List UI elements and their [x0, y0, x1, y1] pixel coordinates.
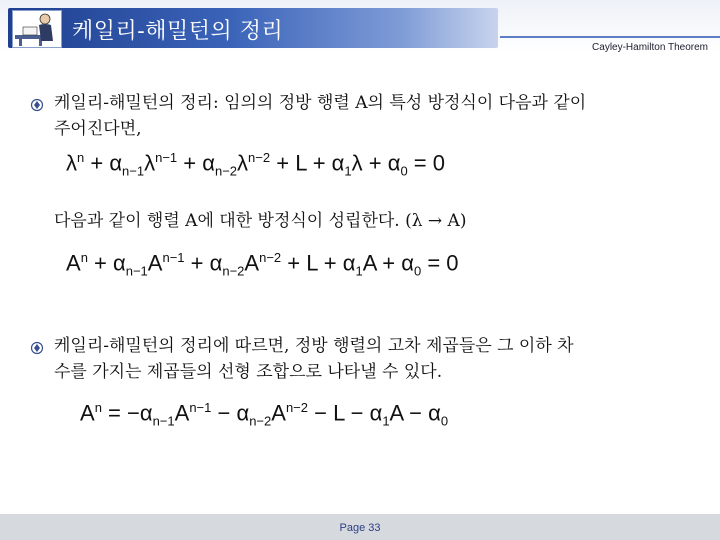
eq3-sup: n−1 — [189, 400, 212, 415]
eq2-term: A + α — [362, 250, 414, 276]
eq1-term: λ — [237, 150, 249, 176]
bullet-icon — [30, 98, 44, 112]
paragraph-1 — [54, 90, 704, 142]
paragraph-2: 다음과 같이 행렬 A에 대한 방정식이 성립한다. (λ → A) — [54, 211, 467, 231]
eq3-term: A — [271, 400, 286, 426]
eq3-sub: n−1 — [152, 413, 175, 429]
eq2-sub: 1 — [355, 263, 363, 279]
eq2-sup: n−1 — [162, 250, 185, 265]
eq3-term: A − α — [389, 400, 441, 426]
paragraph-3-line-2: 수를 가지는 제곱들의 선형 조합으로 나타낼 수 있다. — [54, 362, 443, 382]
bullet-icon — [30, 341, 44, 355]
eq2-term: = 0 — [427, 250, 459, 276]
eq2-sub: 0 — [413, 263, 422, 279]
eq1-sup: n — [77, 150, 85, 165]
eq1-term: + α — [90, 150, 123, 176]
eq3-sub: 0 — [440, 413, 449, 429]
eq3-term: A — [80, 400, 95, 426]
eq3-term: = −α — [108, 400, 153, 426]
eq2-sup: n — [80, 250, 88, 265]
page-title: 케일리-해밀턴의 정리 — [72, 19, 284, 44]
person-at-desk-icon — [12, 10, 62, 48]
eq3-sup: n — [94, 400, 102, 415]
eq3-sub: 1 — [382, 413, 390, 429]
eq2-term: A — [147, 250, 163, 276]
eq2-sub: n−1 — [125, 263, 148, 279]
eq3-term: − L − α — [314, 400, 383, 426]
eq2-term: A — [244, 250, 260, 276]
equation-characteristic — [66, 150, 445, 179]
eq1-sub: n−1 — [122, 163, 145, 179]
eq1-sub: n−2 — [214, 163, 238, 179]
paragraph-1-line-2: 주어진다면, — [54, 119, 142, 139]
eq3-term: − α — [217, 400, 250, 426]
eq2-sub: n−2 — [222, 263, 245, 279]
eq1-term: = 0 — [413, 150, 445, 176]
equation-reduction — [80, 400, 448, 429]
eq1-sup: n−1 — [155, 150, 178, 165]
eq2-term: + α — [190, 250, 223, 276]
eq2-term: + L + α — [287, 250, 356, 276]
eq1-term: λ — [144, 150, 156, 176]
eq2-term: A — [66, 250, 81, 276]
eq3-sub: n−2 — [249, 413, 272, 429]
eq1-term: λ + α — [351, 150, 401, 176]
eq1-sup: n−2 — [248, 150, 271, 165]
eq1-term: λ — [66, 150, 77, 176]
eq3-sup: n−2 — [285, 400, 309, 415]
eq1-term: + α — [183, 150, 215, 176]
eq2-term: + α — [94, 250, 126, 276]
paragraph-3 — [54, 333, 704, 385]
eq1-sub: 0 — [400, 163, 408, 179]
eq1-term: + L + α — [276, 150, 345, 176]
equation-matrix — [66, 250, 459, 279]
eq2-sup: n−2 — [259, 250, 282, 265]
eq3-term: A — [174, 400, 190, 426]
header-divider — [500, 36, 720, 38]
paragraph-1-line-1: 케일리-해밀턴의 정리: 임의의 정방 행렬 A의 특성 방정식이 다음과 같이 — [54, 93, 587, 113]
page-subtitle: Cayley-Hamilton Theorem — [592, 42, 708, 53]
eq1-sub: 1 — [344, 163, 352, 179]
paragraph-3-line-1: 케일리-해밀턴의 정리에 따르면, 정방 행렬의 고차 제곱들은 그 이하 차 — [54, 336, 574, 356]
page-number: Page 33 — [339, 522, 381, 534]
